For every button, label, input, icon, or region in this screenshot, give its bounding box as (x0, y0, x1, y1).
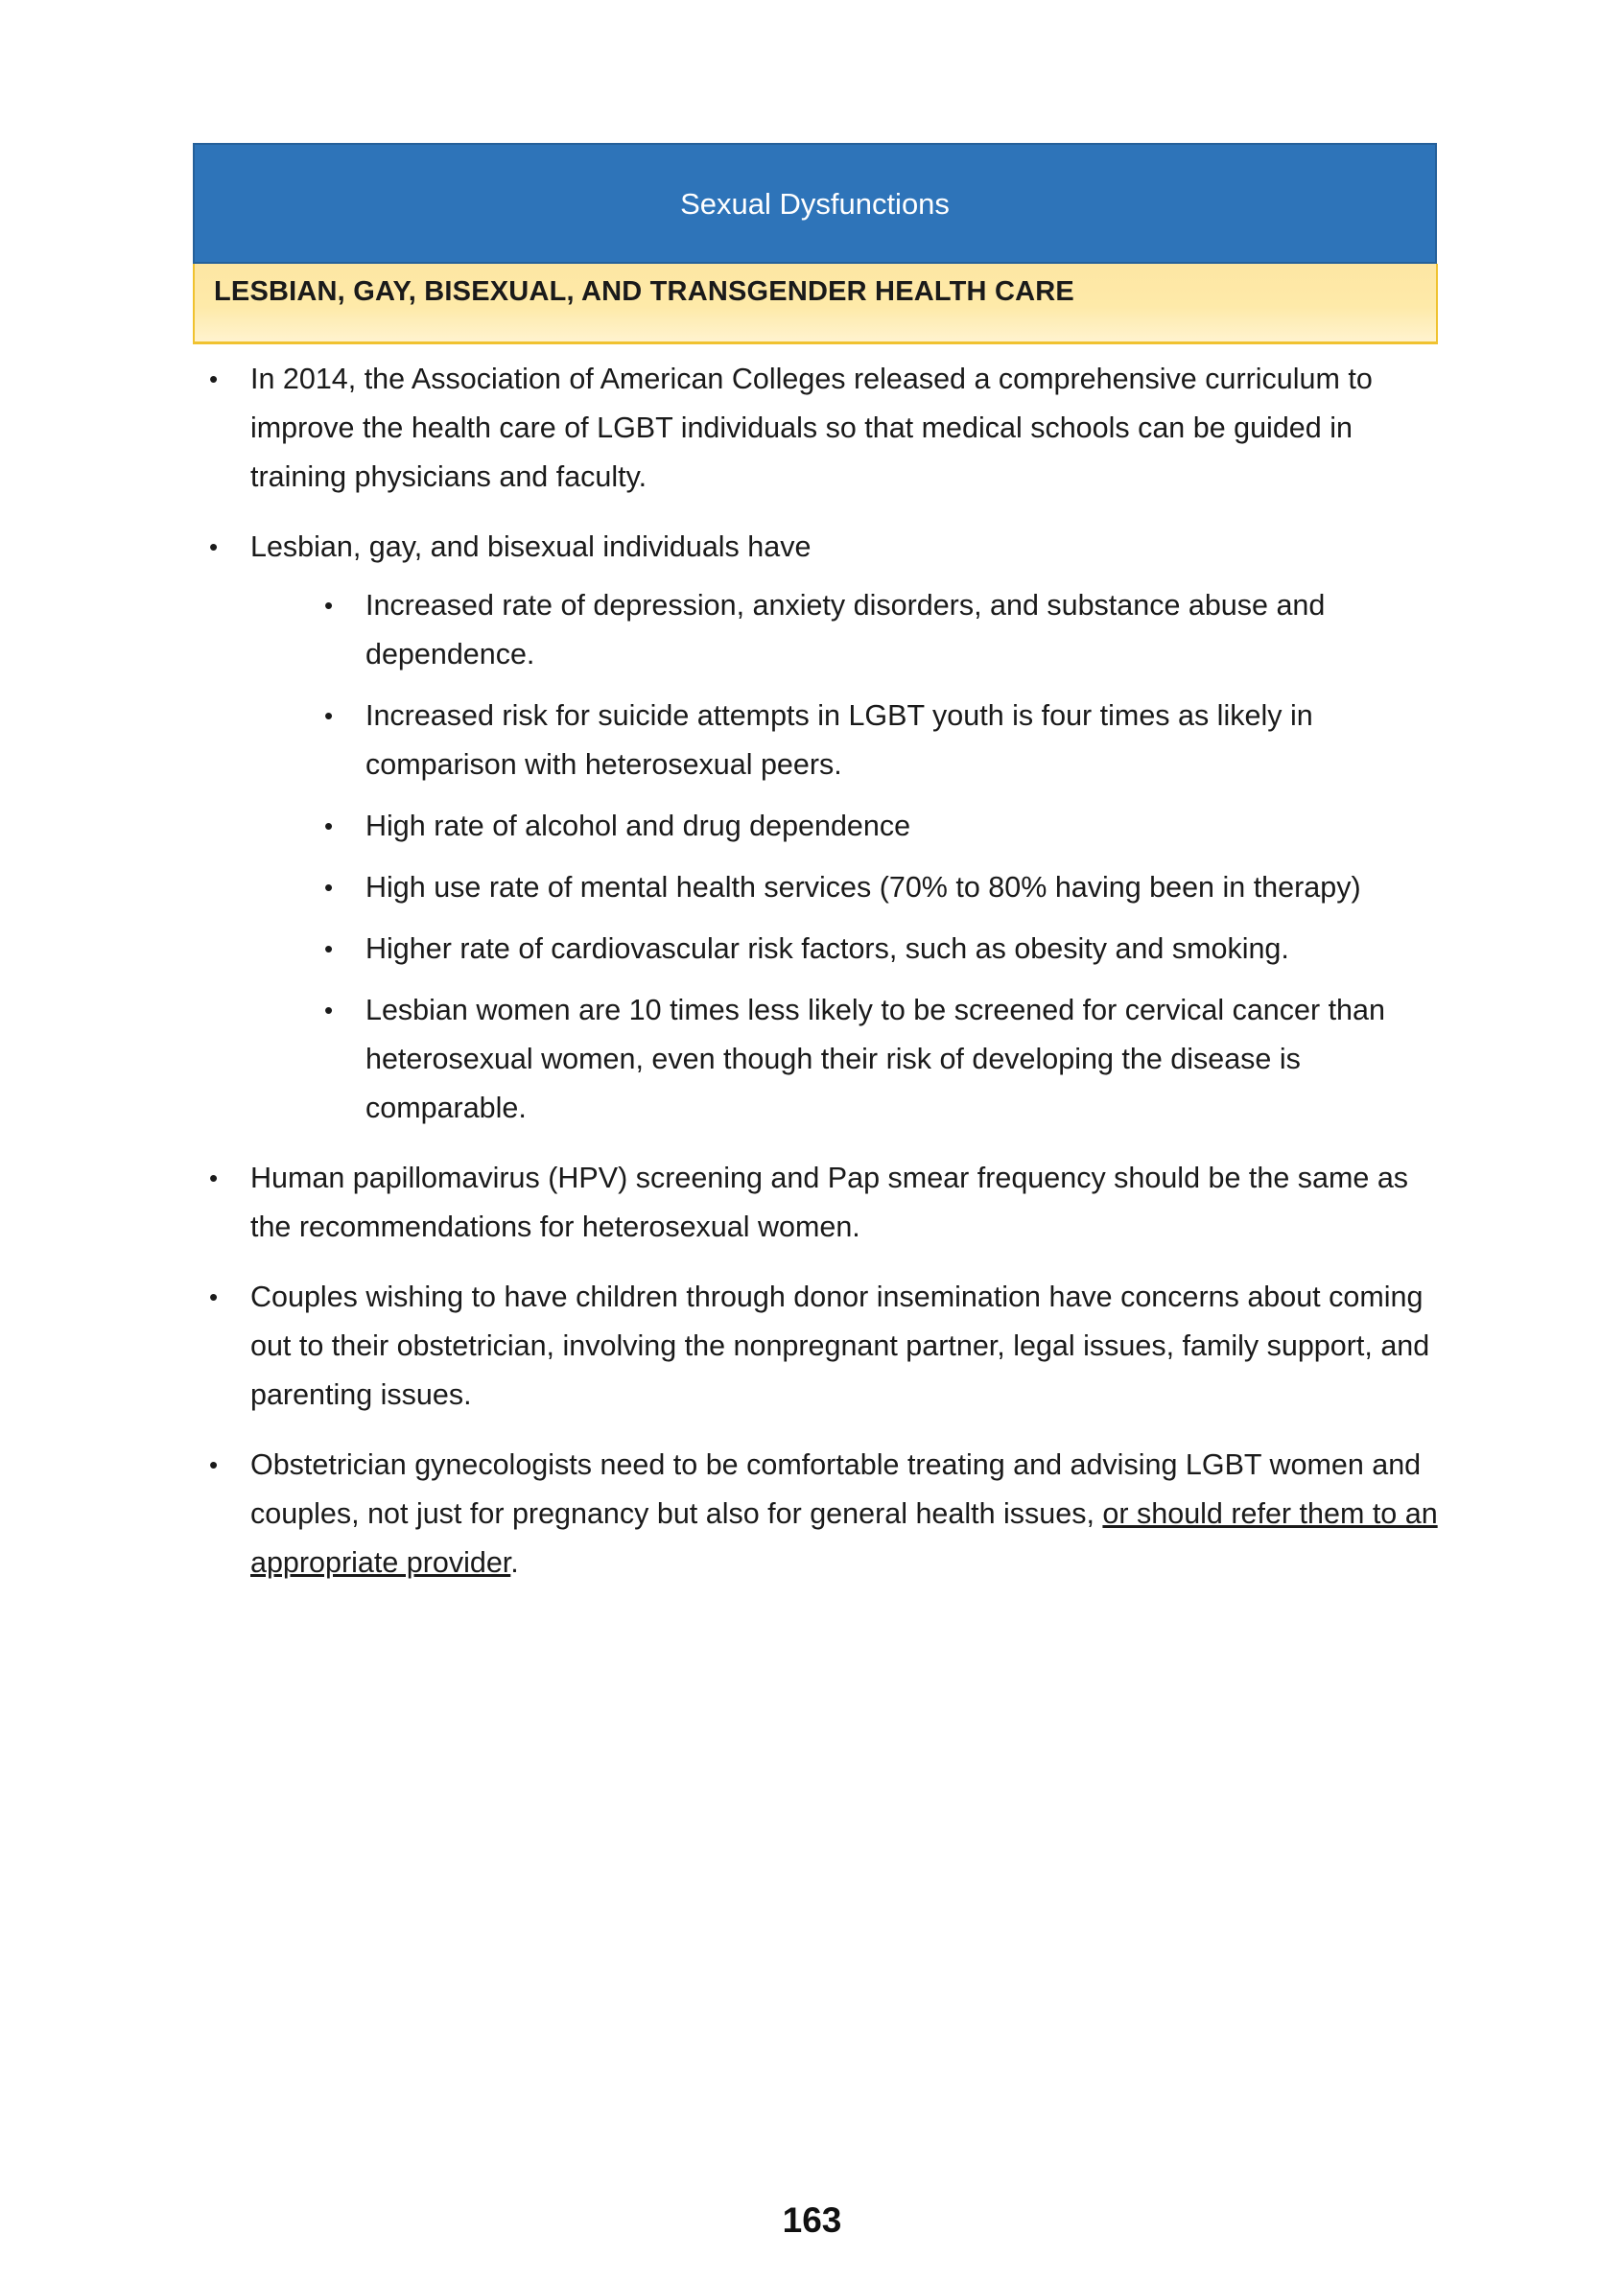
sub-list-item-text: Increased risk for suicide attempts in LGBT youth is four times as likely in comparison with heterosexual peers. (365, 699, 1313, 781)
bullet-icon: • (209, 364, 219, 393)
sub-list-item (322, 986, 1445, 1133)
list-item (207, 1273, 1445, 1420)
sub-list-item-text: High use rate of mental health services (70% to 80% having been in therapy) (365, 871, 1361, 904)
sub-list-item-text: Higher rate of cardiovascular risk factors, such as obesity and smoking. (365, 932, 1289, 965)
refer-provider-link[interactable]: or should refer them to an appropriate provider (250, 1497, 1438, 1579)
sub-list-item (322, 802, 1445, 851)
list-item-text: Lesbian, gay, and bisexual individuals have (250, 530, 812, 563)
page-number: 163 (782, 2200, 842, 2240)
chapter-title: Sexual Dysfunctions (680, 187, 950, 221)
bullet-icon: • (209, 1164, 219, 1192)
bullet-icon: • (209, 1282, 219, 1311)
bullet-icon: • (324, 934, 334, 963)
section-heading-band (193, 264, 1438, 344)
bullet-icon: • (209, 532, 219, 561)
bullet-icon: • (324, 701, 334, 730)
list-item (207, 355, 1445, 502)
sub-list-item-text: Lesbian women are 10 times less likely to be screened for cervical cancer than heterosexual women, even though their risk of developing the disease is comparable. (365, 994, 1385, 1124)
sub-list-item (322, 581, 1445, 679)
section-title: LESBIAN, GAY, BISEXUAL, AND TRANSGENDER HEALTH CARE (214, 276, 1074, 307)
list-item-text: Human papillomavirus (HPV) screening and Pap smear frequency should be the same as the recommendations for heterosexual women. (250, 1162, 1409, 1243)
list-item (207, 523, 1445, 1133)
bullet-icon: • (324, 996, 334, 1024)
chapter-header-bar (193, 143, 1437, 264)
list-item-text-end: . (510, 1546, 519, 1579)
list-item-text: In 2014, the Association of American Colleges released a comprehensive curriculum to improve the health care of LGBT individuals so that medical schools can be guided in training physicians and faculty. (250, 363, 1373, 493)
list-item-text (250, 1441, 1445, 1587)
bullet-list (207, 355, 1445, 1587)
sub-list-item (322, 863, 1445, 912)
bullet-content (207, 355, 1445, 1609)
list-item (207, 1441, 1445, 1587)
sub-list-item (322, 692, 1445, 789)
bullet-icon: • (209, 1450, 219, 1479)
list-item-text-start: Obstetrician gynecologists need to be comfortable treating and advising LGBT women and couples, not just for pregnancy but also for general health issues, (250, 1448, 1422, 1530)
sub-bullet-list (322, 581, 1445, 1133)
sub-list-item (322, 925, 1445, 974)
bullet-icon: • (324, 591, 334, 620)
sub-list-item-text: High rate of alcohol and drug dependence (365, 810, 911, 842)
list-item-text: Couples wishing to have children through donor insemination have concerns about coming out to their obstetrician, involving the nonpregnant partner, legal issues, family support, and parenting issues. (250, 1281, 1430, 1411)
sub-list-item-text: Increased rate of depression, anxiety disorders, and substance abuse and dependence. (365, 589, 1326, 670)
bullet-icon: • (324, 811, 334, 840)
list-item (207, 1154, 1445, 1252)
bullet-icon: • (324, 873, 334, 902)
